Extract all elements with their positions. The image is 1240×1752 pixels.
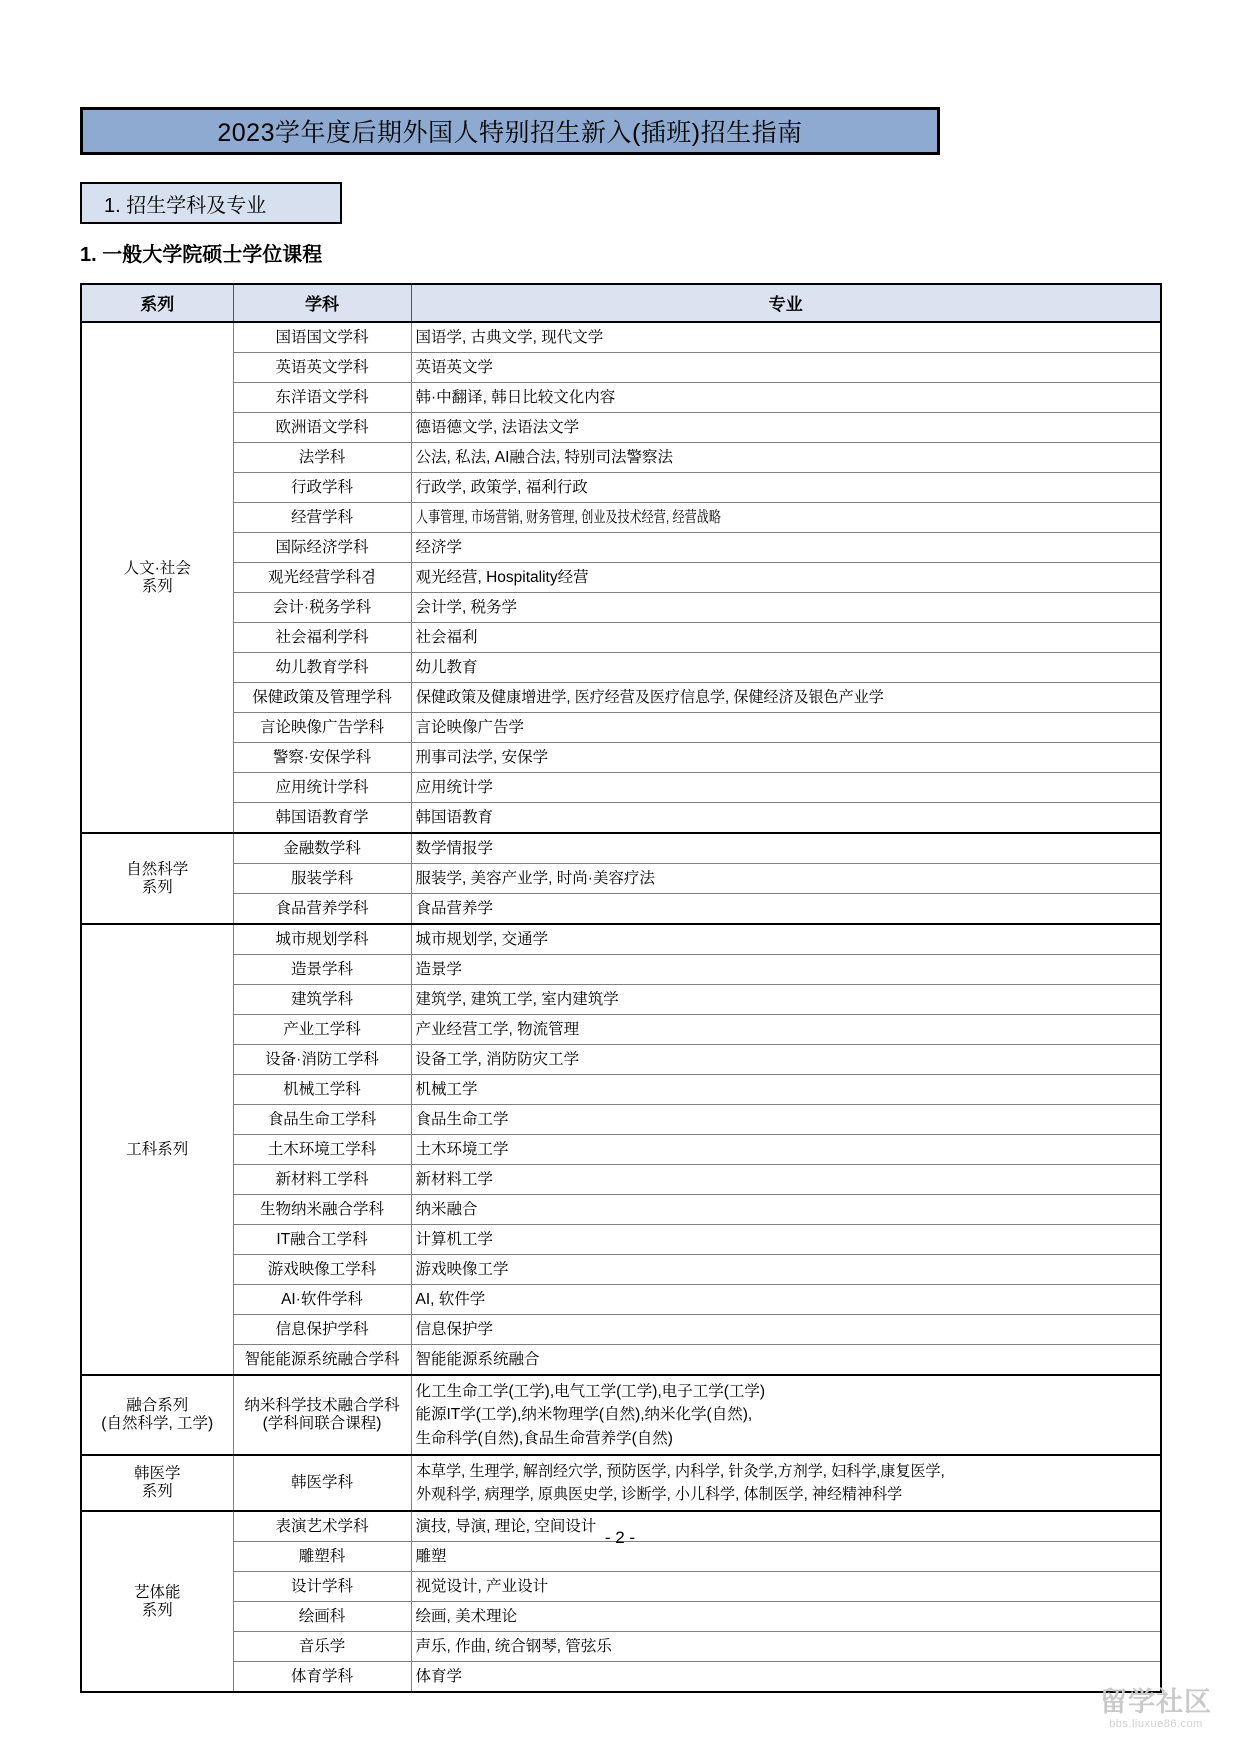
subject-cell: 产业工学科 [233,1015,411,1045]
programs-table-wrap [80,283,1160,1693]
subject-cell: IT融合工学科 [233,1225,411,1255]
major-cell: 韩·中翻译, 韩日比较文化内容 [411,383,1161,413]
major-cell: 演技, 导演, 理论, 空间设计 [411,1511,1161,1542]
major-cell: 造景学 [411,955,1161,985]
table-row [81,353,1161,383]
watermark-main: 留学社区 [1100,1687,1212,1717]
major-cell: 食品生命工学 [411,1105,1161,1135]
table-row [81,683,1161,713]
table-row [81,1255,1161,1285]
title-banner [80,107,940,155]
table-row [81,563,1161,593]
major-cell: 经济学 [411,533,1161,563]
table-row [81,1602,1161,1632]
major-cell: 声乐, 作曲, 统合钢琴, 管弦乐 [411,1632,1161,1662]
series-cell: 工科系列 [81,924,233,1375]
major-cell: 视觉设计, 产业设计 [411,1572,1161,1602]
major-cell: 德语德文学, 法语法文学 [411,413,1161,443]
table-row [81,743,1161,773]
major-cell: 产业经营工学, 物流管理 [411,1015,1161,1045]
subject-cell: 国际经济学科 [233,533,411,563]
subject-cell: 造景学科 [233,955,411,985]
subject-cell: 食品生命工学科 [233,1105,411,1135]
section-chip [80,182,342,224]
subject-cell: 雕塑科 [233,1542,411,1572]
table-row [81,1195,1161,1225]
table-row [81,1225,1161,1255]
subject-cell: 警察·安保学科 [233,743,411,773]
subject-cell: 纳米科学技术融合学科 (学科间联合课程) [233,1375,411,1455]
table-row [81,443,1161,473]
subject-cell: 韩医学科 [233,1455,411,1512]
table-row [81,1662,1161,1693]
subject-cell: 观光经营学科겸 [233,563,411,593]
major-cell: 本草学, 生理学, 解剖经穴学, 预防医学, 内科学, 针灸学,方剂学, 妇科学,康复医学, 外观科学, 病理学, 原典医史学, 诊断学, 小儿科学, 体制医学, 神经精神科学 [411,1455,1161,1512]
table-row [81,833,1161,864]
subject-cell: 英语英文学科 [233,353,411,383]
major-cell: 服装学, 美容产业学, 时尚·美容疗法 [411,864,1161,894]
table-row [81,1285,1161,1315]
table-row [81,473,1161,503]
major-cell: 机械工学 [411,1075,1161,1105]
table-row [81,1045,1161,1075]
series-cell: 融合系列 (自然科学, 工学) [81,1375,233,1455]
major-cell: 幼儿教育 [411,653,1161,683]
major-cell: 新材料工学 [411,1165,1161,1195]
table-row [81,985,1161,1015]
major-cell: 设备工学, 消防防灾工学 [411,1045,1161,1075]
major-cell: 公法, 私法, AI融合法, 特别司法警察法 [411,443,1161,473]
table-row [81,1572,1161,1602]
section-chip-label: 1. 招生学科及专业 [104,194,267,217]
subject-cell: 金融数学科 [233,833,411,864]
major-cell: 英语英文学 [411,353,1161,383]
major-cell: 绘画, 美术理论 [411,1602,1161,1632]
major-cell: 计算机工学 [411,1225,1161,1255]
table-row [81,713,1161,743]
table-row [81,383,1161,413]
subject-cell: 城市规划学科 [233,924,411,955]
table-row [81,924,1161,955]
subject-cell: 服装学科 [233,864,411,894]
major-cell: 韩国语教育 [411,803,1161,834]
major-cell: 国语学, 古典文学, 现代文学 [411,322,1161,353]
column-header-subject: 学科 [233,284,411,322]
watermark [1100,1689,1212,1730]
table-row [81,653,1161,683]
subject-cell: 生物纳米融合学科 [233,1195,411,1225]
subject-cell: 社会福利学科 [233,623,411,653]
series-cell: 自然科学 系列 [81,833,233,924]
subject-cell: 保健政策及管理学科 [233,683,411,713]
subject-cell: 信息保护学科 [233,1315,411,1345]
subject-cell: 国语国文学科 [233,322,411,353]
document-title: 2023学年度后期外国人特别招生新入(插班)招生指南 [217,119,803,147]
major-cell: 建筑学, 建筑工学, 室内建筑学 [411,985,1161,1015]
table-row [81,894,1161,925]
major-cell: 行政学, 政策学, 福利行政 [411,473,1161,503]
subject-cell: 游戏映像工学科 [233,1255,411,1285]
major-cell: 保健政策及健康增进学, 医疗经营及医疗信息学, 保健经济及银色产业学 [411,683,1161,713]
table-row [81,803,1161,834]
sub-heading: 1. 一般大学院硕士学位课程 [80,244,323,266]
series-cell: 艺体能 系列 [81,1511,233,1692]
table-row [81,1455,1161,1512]
table-header-row [81,284,1161,322]
subject-cell: 会计·税务学科 [233,593,411,623]
subject-cell: AI·软件学科 [233,1285,411,1315]
major-cell: 食品营养学 [411,894,1161,925]
major-cell: 体育学 [411,1662,1161,1693]
subject-cell: 建筑学科 [233,985,411,1015]
programs-table [80,283,1162,1693]
table-row [81,533,1161,563]
subject-cell: 经营学科 [233,503,411,533]
major-cell: 言论映像广告学 [411,713,1161,743]
table-body [81,322,1161,1692]
major-cell: 人事管理, 市场营销, 财务管理, 创业及技术经营, 经营战略 [411,503,1161,533]
subject-cell: 欧洲语文学科 [233,413,411,443]
subject-cell: 食品营养学科 [233,894,411,925]
subject-cell: 设备·消防工学科 [233,1045,411,1075]
table-row [81,1375,1161,1455]
table-row [81,593,1161,623]
subject-cell: 土木环境工学科 [233,1135,411,1165]
major-cell: AI, 软件学 [411,1285,1161,1315]
subject-cell: 音乐学 [233,1632,411,1662]
major-cell: 雕塑 [411,1542,1161,1572]
subject-cell: 幼儿教育学科 [233,653,411,683]
table-row [81,1105,1161,1135]
table-row [81,1315,1161,1345]
major-cell: 城市规划学, 交通学 [411,924,1161,955]
subject-cell: 应用统计学科 [233,773,411,803]
major-cell: 会计学, 税务学 [411,593,1161,623]
table-row [81,1075,1161,1105]
major-cell: 观光经营, Hospitality经营 [411,563,1161,593]
table-row [81,1345,1161,1376]
major-cell: 数学情报学 [411,833,1161,864]
column-header-series: 系列 [81,284,233,322]
table-row [81,503,1161,533]
major-cell: 土木环境工学 [411,1135,1161,1165]
major-cell: 游戏映像工学 [411,1255,1161,1285]
major-cell: 信息保护学 [411,1315,1161,1345]
table-row [81,1135,1161,1165]
subject-cell: 体育学科 [233,1662,411,1693]
table-row [81,955,1161,985]
page-footer: - 2 - [604,1528,636,1547]
table-row [81,1015,1161,1045]
table-row [81,322,1161,353]
subject-cell: 新材料工学科 [233,1165,411,1195]
major-cell: 化工生命工学(工学),电气工学(工学),电子工学(工学) 能源IT学(工学),纳米物理学(自然),纳米化学(自然), 生命科学(自然),食品生命营养学(自然) [411,1375,1161,1455]
table-row [81,623,1161,653]
subject-cell: 绘画科 [233,1602,411,1632]
major-cell: 纳米融合 [411,1195,1161,1225]
subject-cell: 韩国语教育学 [233,803,411,834]
subject-cell: 机械工学科 [233,1075,411,1105]
watermark-sub: bbs.liuxue86.com [1109,1718,1203,1730]
subject-cell: 言论映像广告学科 [233,713,411,743]
major-cell: 智能能源系统融合 [411,1345,1161,1376]
table-row [81,773,1161,803]
table-row [81,413,1161,443]
subject-cell: 行政学科 [233,473,411,503]
major-cell: 社会福利 [411,623,1161,653]
subject-cell: 表演艺术学科 [233,1511,411,1542]
table-row [81,1165,1161,1195]
series-cell: 韩医学 系列 [81,1455,233,1512]
subject-cell: 智能能源系统融合学科 [233,1345,411,1376]
subject-cell: 设计学科 [233,1572,411,1602]
subject-cell: 东洋语文学科 [233,383,411,413]
major-cell: 应用统计学 [411,773,1161,803]
column-header-major: 专业 [411,284,1161,322]
subject-cell: 法学科 [233,443,411,473]
series-cell: 人文·社会 系列 [81,322,233,833]
table-row [81,864,1161,894]
major-cell: 刑事司法学, 安保学 [411,743,1161,773]
table-row [81,1632,1161,1662]
